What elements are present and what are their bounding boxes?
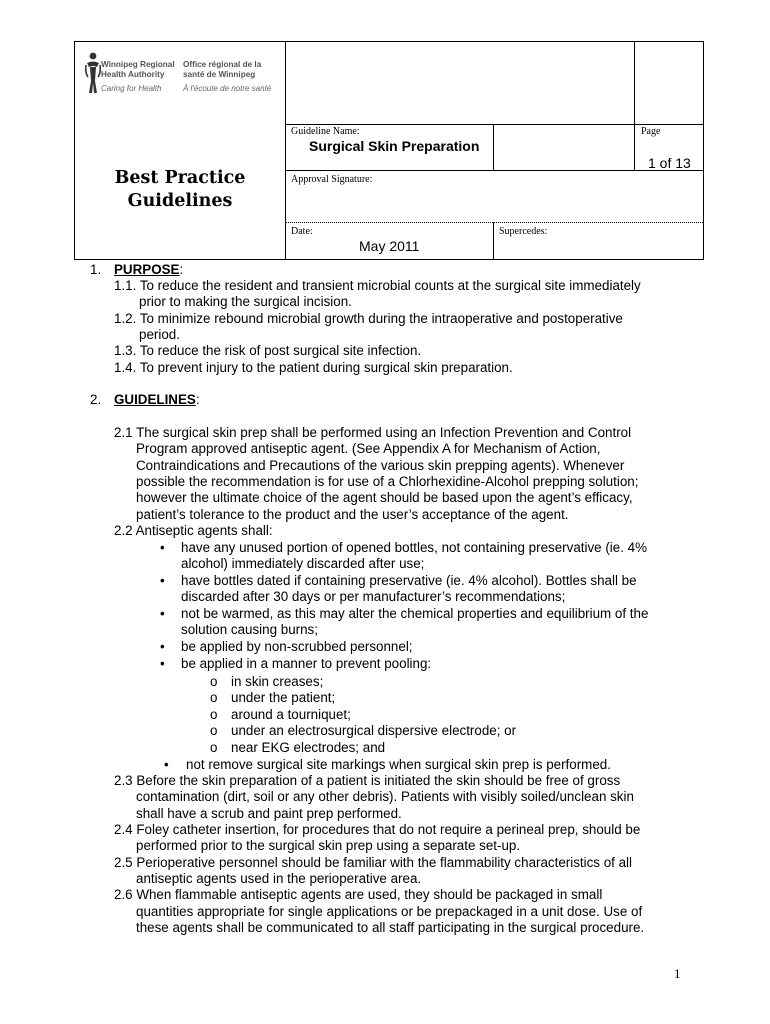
purpose-1-1-cont: prior to making the surgical incision. — [139, 294, 352, 309]
page-label: Page — [641, 126, 661, 137]
tagline-en: Caring for Health — [101, 84, 162, 93]
bullet-prevent-pooling: be applied in a manner to prevent pooling: — [181, 656, 432, 671]
sub-bullet-ekg-electrodes: near EKG electrodes; and — [231, 740, 386, 755]
section2-number: 2. — [90, 392, 102, 407]
guideline-2-1-line6: patient’s tolerance to the product and the user’s acceptance of the agent. — [136, 507, 569, 522]
guideline-2-5: 2.5 Perioperative personnel should be familiar with the flammability characteristics of all — [114, 855, 633, 870]
purpose-1-1: 1.1. To reduce the resident and transient microbial counts at the surgical site immediately — [114, 278, 641, 293]
bullet-non-scrubbed: be applied by non-scrubbed personnel; — [181, 639, 413, 654]
bullet-glyph: • — [160, 639, 165, 654]
date-value: May 2011 — [359, 238, 420, 254]
tagline-fr: À l'écoute de notre santé — [183, 84, 272, 93]
guideline-2-1-line5: however the ultimate choice of the agent should be based upon the agent’s efficacy, — [136, 490, 633, 505]
header-divider-name — [493, 124, 494, 170]
purpose-1-2: 1.2. To minimize rebound microbial growth during the intraoperative and postoperative — [114, 311, 623, 326]
guideline-2-1-line4: possible the recommendation is for use of a Chlorhexidine-Alcohol prepping solution; — [136, 474, 639, 489]
bullet-glyph: • — [164, 757, 169, 772]
purpose-1-4: 1.4. To prevent injury to the patient during surgical skin preparation. — [114, 360, 513, 375]
guideline-2-6-line3: these agents shall be communicated to all staff participating in the surgical procedure. — [136, 920, 645, 935]
sub-bullet-glyph: o — [210, 674, 218, 689]
page-number: 1 — [674, 966, 681, 981]
guideline-2-2-intro: 2.2 Antiseptic agents shall: — [114, 523, 273, 538]
supercedes-label: Supercedes: — [499, 226, 548, 237]
header-divider-supercedes — [493, 222, 494, 259]
bullet-unused-portion: have any unused portion of opened bottles, not containing preservative (ie. 4% — [181, 540, 648, 555]
guideline-2-6: 2.6 When flammable antiseptic agents are used, they should be packaged in small — [114, 887, 603, 902]
bullet-bottles-dated-cont: discarded after 30 days or per manufacturer’s recommendations; — [181, 589, 566, 604]
guideline-2-4: 2.4 Foley catheter insertion, for procedures that do not require a perineal prep, should be — [114, 822, 641, 837]
sub-bullet-skin-creases: in skin creases; — [231, 674, 324, 689]
page-value: 1 of 13 — [648, 155, 691, 171]
sub-bullet-tourniquet: around a tourniquet; — [231, 707, 351, 722]
sub-bullet-glyph: o — [210, 740, 218, 755]
bullet-unused-portion-cont: alcohol) immediately discarded after use; — [181, 556, 425, 571]
document-type-line2: Guidelines — [127, 191, 233, 211]
guideline-2-1-line2: Program approved antiseptic agent. (See Appendix A for Mechanism of Action, — [136, 441, 601, 456]
guideline-2-6-line2: quantities appropriate for single applications or be prepackaged in a unit dose. Use of — [136, 904, 643, 919]
date-label: Date: — [291, 226, 313, 237]
org-name-fr-line1: Office régional de la — [183, 60, 262, 69]
section1-number: 1. — [90, 262, 102, 277]
wrha-figure-icon — [85, 51, 101, 95]
guideline-2-3: 2.3 Before the skin preparation of a patient is initiated the skin should be free of gross — [114, 773, 621, 788]
section2-title: GUIDELINES — [114, 392, 196, 407]
sub-bullet-glyph: o — [210, 723, 218, 738]
header-divider-approval — [285, 222, 703, 223]
header-divider-page-top — [634, 42, 635, 125]
org-name-en — [101, 60, 181, 80]
guideline-2-1: 2.1 The surgical skin prep shall be performed using an Infection Prevention and Control — [114, 425, 632, 440]
sub-bullet-glyph: o — [210, 707, 218, 722]
document-type-title — [75, 167, 285, 213]
bullet-glyph: • — [160, 573, 165, 588]
guideline-name-value: Surgical Skin Preparation — [309, 138, 480, 154]
header-divider-page — [634, 124, 635, 170]
org-name-en-line2: Health Authority — [101, 70, 165, 79]
org-name-fr — [183, 60, 283, 80]
header-table — [74, 41, 704, 260]
sub-bullet-dispersive-electrode: under an electrosurgical dispersive electrode; or — [231, 723, 517, 738]
bullet-glyph: • — [160, 540, 165, 555]
guideline-2-5-line2: antiseptic agents used in the perioperative area. — [136, 871, 422, 886]
bullet-glyph: • — [160, 606, 165, 621]
header-divider-top — [285, 124, 703, 125]
bullet-bottles-dated: have bottles dated if containing preservative (ie. 4% alcohol). Bottles shall be — [181, 573, 637, 588]
org-name-en-line1: Winnipeg Regional — [101, 60, 175, 69]
wrha-logo — [85, 51, 285, 101]
section1-title: PURPOSE — [114, 262, 180, 277]
sub-bullet-glyph: o — [210, 690, 218, 705]
purpose-1-3: 1.3. To reduce the risk of post surgical site infection. — [114, 343, 422, 358]
approval-signature-label: Approval Signature: — [291, 174, 373, 185]
bullet-not-warmed: not be warmed, as this may alter the chemical properties and equilibrium of the — [181, 606, 649, 621]
purpose-1-2-cont: period. — [139, 327, 180, 342]
section2-heading: GUIDELINES: — [114, 392, 200, 407]
sub-bullet-under-patient: under the patient; — [231, 690, 336, 705]
bullet-not-warmed-cont: solution causing burns; — [181, 622, 318, 637]
header-divider-name-row — [285, 170, 703, 171]
header-divider-vertical — [285, 42, 286, 259]
document-type-line1: Best Practice — [114, 168, 246, 188]
bullet-site-markings: not remove surgical site markings when surgical skin prep is performed. — [186, 757, 611, 772]
guideline-2-3-line2: contamination (dirt, soil or any other debris). Patients with visibly soiled/unclean skin — [136, 789, 634, 804]
section1-heading: PURPOSE: — [114, 262, 184, 277]
guideline-name-label: Guideline Name: — [291, 126, 360, 137]
org-name-fr-line2: santé de Winnipeg — [183, 70, 256, 79]
guideline-2-4-line2: performed prior to the surgical skin prep using a separate set-up. — [136, 838, 521, 853]
guideline-2-1-line3: Contraindications and Precautions of the various skin prepping agents). Whenever — [136, 458, 625, 473]
guideline-2-3-line3: shall have a scrub and paint prep performed. — [136, 806, 402, 821]
bullet-glyph: • — [160, 656, 165, 671]
